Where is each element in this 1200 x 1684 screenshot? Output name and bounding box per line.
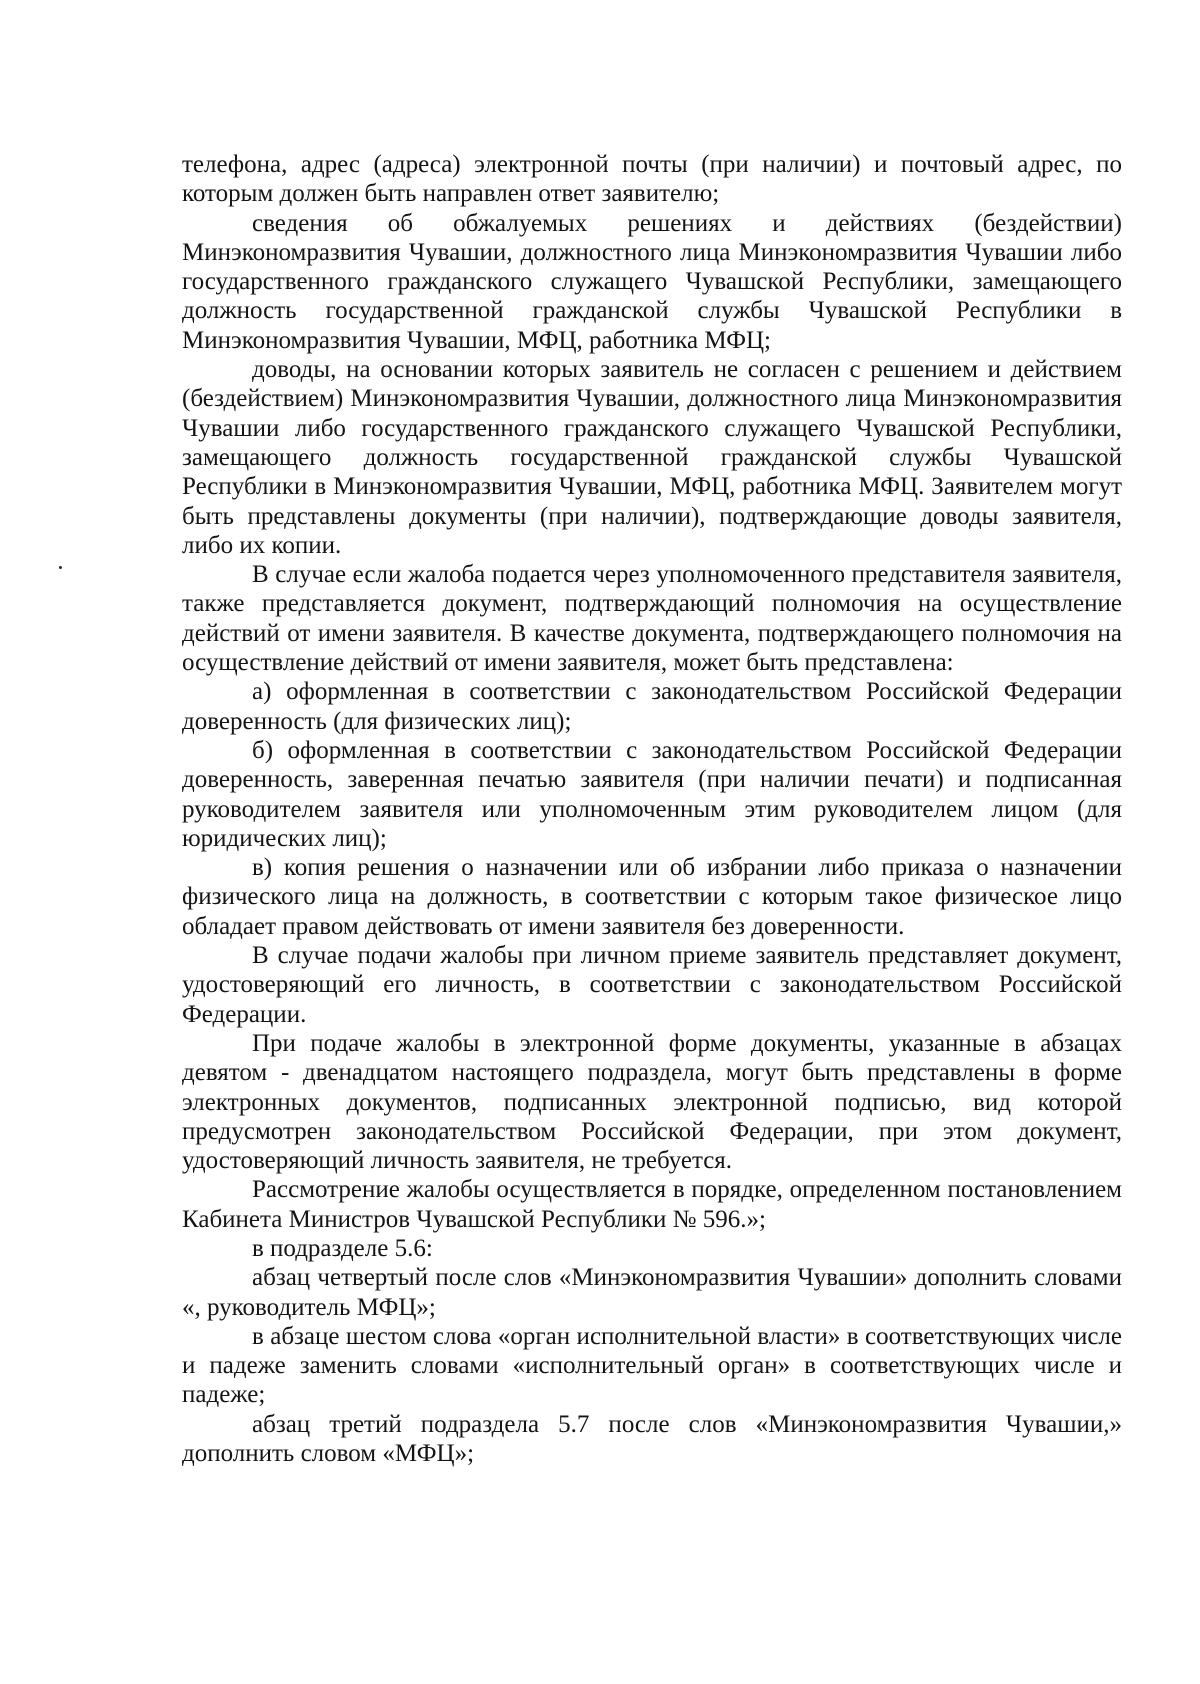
paragraph-electronic-form: При подаче жалобы в электронной форме документы, указанные в абзацах девятом - двенадцатом настоящего подраздела, могут быть представлены в форме электронных документов, подписанных электронной подписью, вид которой предусмотрен законодательством Российской Федерации, при этом документ, удостоверяющий личность заявителя, не требуется. — [182, 1029, 1122, 1175]
paragraph-item-v: в) копия решения о назначении или об избрании либо приказа о назначении физического лица на должность, в соответствии с которым такое физическое лицо обладает правом действовать от имени заявителя без доверенности. — [182, 854, 1122, 940]
paragraph-subsection-5-6: в подразделе 5.6: — [252, 1234, 433, 1262]
paragraph-arguments: доводы, на основании которых заявитель не согласен с решением и действием (бездействием) Минэкономразвития Чувашии, должностного лица Минэкономразвития Чувашии либо государственного гражданского служащего Чувашской Республики, замещающего должность государственной гражданской службы Чувашской Республики в Минэкономразвития Чувашии, МФЦ, работника МФЦ. Заявителем могут быть представлены документы (при наличии), подтверждающие доводы заявителя, либо их копии. — [182, 356, 1122, 559]
paragraph-personal-reception: В случае подачи жалобы при личном приеме заявитель представляет документ, удостоверяющий его личность, в соответствии с законодательством Российской Федерации. — [182, 942, 1122, 1028]
paragraph-sixth-abzac: в абзаце шестом слова «орган исполнительной власти» в соответствующих числе и падеже заменить словами «исполнительный орган» в соответствующих числе и падеже; — [182, 1322, 1122, 1409]
paragraph-item-b: б) оформленная в соответствии с законодательством Российской Федерации доверенность, заверенная печатью заявителя (при наличии печати) и подписанная руководителем заявителя или уполномоченным этим руководителем лицом (для юридических лиц); — [182, 736, 1122, 852]
scan-speck — [59, 566, 62, 569]
paragraph-subsection-5-7: абзац третий подраздела 5.7 после слов «Минэкономразвития Чувашии,» дополнить словом «МФЦ»; — [182, 1410, 1122, 1468]
paragraph-contact-info: телефона, адрес (адреса) электронной почты (при наличии) и почтовый адрес, по которым должен быть направлен ответ заявителю; — [182, 151, 1122, 208]
paragraph-appealed-decisions: сведения об обжалуемых решениях и действиях (бездействии) Минэкономразвития Чувашии, должностного лица Минэкономразвития Чувашии либо государственного гражданского служащего Чувашской Республики, замещающего должность государственной гражданской службы Чувашской Республики в Минэкономразвития Чувашии, МФЦ, работника МФЦ; — [182, 209, 1122, 354]
paragraph-representative: В случае если жалоба подается через уполномоченного представителя заявителя, также представляется документ, подтверждающий полномочия на осуществление действий от имени заявителя. В качестве документа, подтверждающего полномочия на осуществление действий от имени заявителя, может быть представлена: — [182, 561, 1122, 677]
paragraph-item-a: а) оформленная в соответствии с законодательством Российской Федерации доверенность (для физических лиц); — [182, 678, 1122, 735]
paragraph-review-procedure: Рассмотрение жалобы осуществляется в порядке, определенном постановлением Кабинета Министров Чувашской Республики № 596.»; — [182, 1176, 1122, 1233]
document-body — [182, 150, 1122, 1468]
paragraph-fourth-abzac: абзац четвертый после слов «Минэкономразвития Чувашии» дополнить словами «, руководитель МФЦ»; — [182, 1264, 1122, 1321]
